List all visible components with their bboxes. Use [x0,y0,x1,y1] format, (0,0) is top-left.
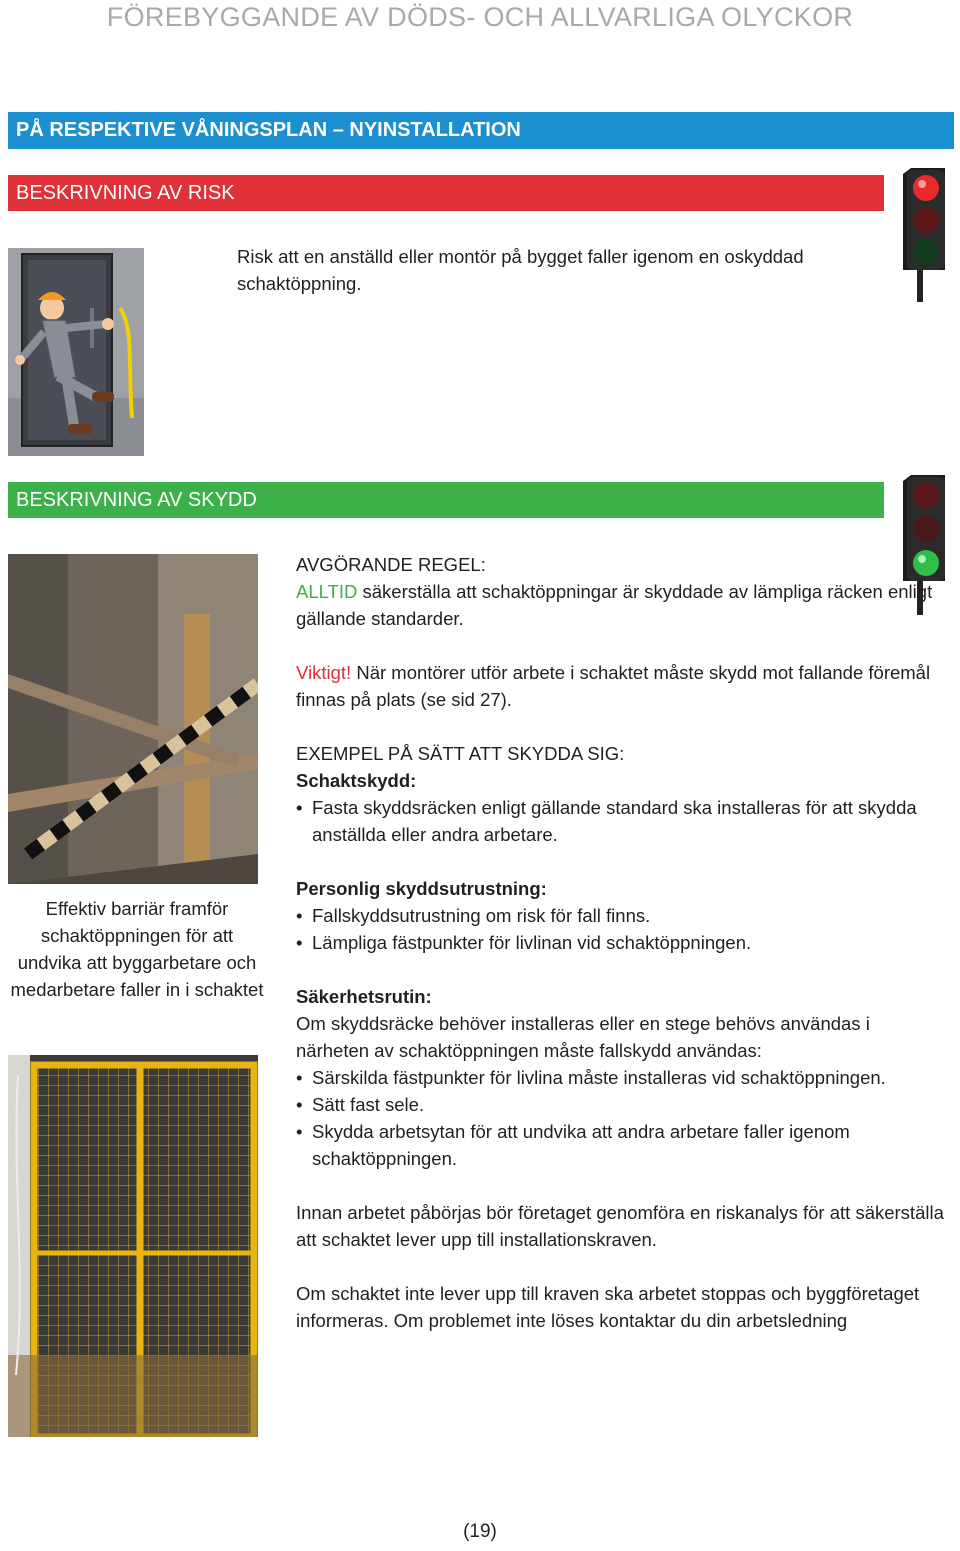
protection-content [296,551,946,1334]
routine-title: Säkerhetsrutin: [296,986,432,1007]
list-item: • Sätt fast sele. [296,1091,946,1118]
rule-title: AVGÖRANDE REGEL: [296,554,486,575]
shaft-list [296,794,946,848]
list-item: • Skydda arbetsytan för att undvika att andra arbetare faller igenom schaktöppningen. [296,1118,946,1172]
ppe-title: Personlig skyddsutrustning: [296,878,547,899]
important-note: Viktigt! När montörer utför arbete i schaktet måste skydd mot fallande föremål finnas på plats (se sid 27). [296,662,931,710]
safety-gate-photo [8,1055,258,1437]
rule-keyword: ALLTID [296,581,358,602]
stop-work-paragraph: Om schaktet inte lever upp till kraven ska arbetet stoppas och byggföretaget informeras. Om problemet inte löses kontaktar du din arbetsledning [296,1283,920,1331]
shaft-title: Schaktskydd: [296,770,417,791]
falling-worker-illustration [8,248,144,456]
ppe-list [296,902,946,956]
routine-list [296,1064,946,1172]
list-item: • Fasta skyddsräcken enligt gällande standard ska installeras för att skydda anställda eller andra arbetare. [296,794,946,848]
risk-analysis-paragraph: Innan arbetet påbörjas bör företaget genomföra en riskanalys för att säkerställa att schaktet lever upp till installationskraven. [296,1202,944,1250]
rule-text: ALLTID säkerställa att schaktöppningar är skyddade av lämpliga räcken enligt gällande standarder. [296,581,933,629]
routine-text: Om skyddsräcke behöver installeras eller en stege behövs användas i närheten av schaktöppningen måste fallskydd användas: [296,1013,870,1061]
important-label: Viktigt! [296,662,352,683]
photo-caption: Effektiv barriär framför schaktöppningen för att undvika att byggarbetare och medarbetare faller in i schaktet [10,898,264,1000]
document-header: FÖREBYGGANDE AV DÖDS- OCH ALLVARLIGA OLYCKOR [106,2,854,32]
section-banner: PÅ RESPEKTIVE VÅNINGSPLAN – NYINSTALLATION [8,112,954,149]
list-item: • Lämpliga fästpunkter för livlinan vid schaktöppningen. [296,929,946,956]
page-number: (19) [463,1521,497,1542]
protection-heading: BESKRIVNING AV SKYDD [8,482,884,518]
list-item: • Fallskyddsutrustning om risk för fall finns. [296,902,946,929]
shaft-barrier-photo [8,554,258,884]
risk-description: Risk att en anställd eller montör på bygget faller igenom en oskyddad schaktöppning. [237,246,804,294]
risk-heading: BESKRIVNING AV RISK [8,175,884,211]
list-item: • Särskilda fästpunkter för livlina måste installeras vid schaktöppningen. [296,1064,946,1091]
examples-title: EXEMPEL PÅ SÄTT ATT SKYDDA SIG: [296,743,625,764]
